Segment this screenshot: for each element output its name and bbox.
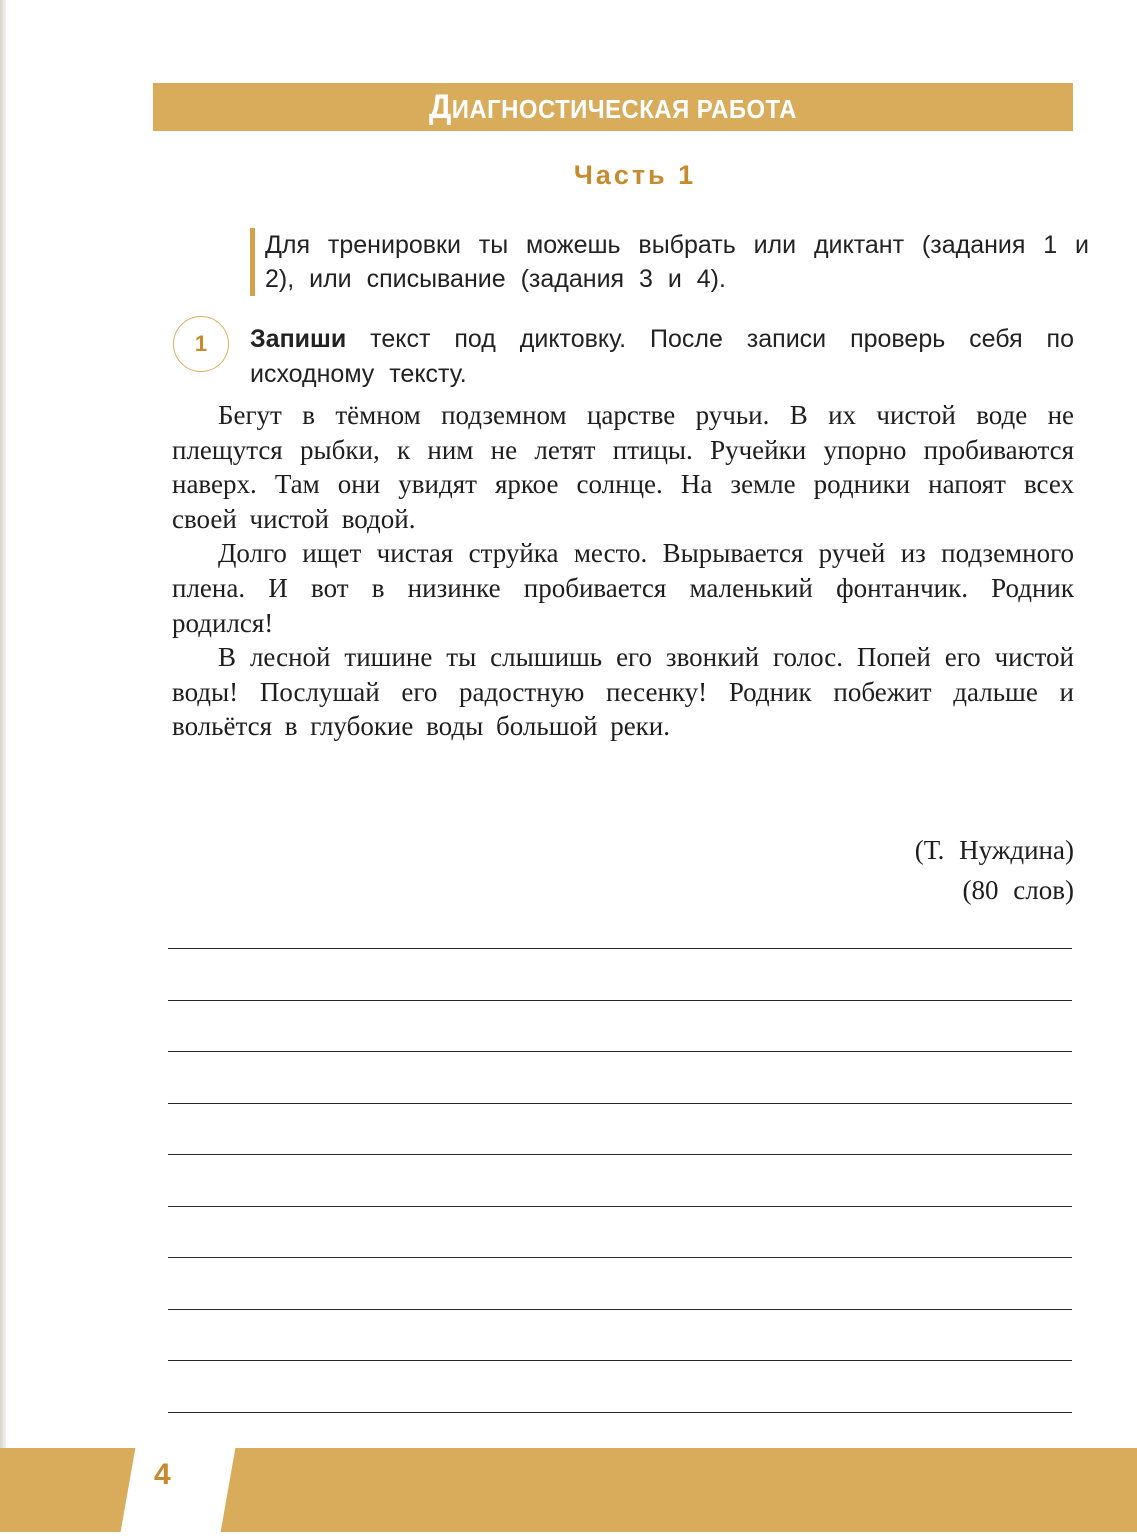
page-title <box>429 88 797 127</box>
writing-line[interactable] <box>168 1361 1072 1413</box>
dictation-paragraph: Долго ищет чистая струйка место. Вырывается ручей из подземного плена. И вот в низинке пробивается маленький фонтанчик. Родник родился! <box>172 538 1074 638</box>
writing-lines <box>168 948 1072 1464</box>
title-rest: ИАГНОСТИЧЕСКАЯ РАБОТА <box>451 93 797 124</box>
task-instruction <box>250 322 1074 392</box>
writing-line[interactable] <box>168 1207 1072 1259</box>
writing-line[interactable] <box>168 1104 1072 1156</box>
part-title: Часть 1 <box>573 160 697 190</box>
title-capital: Д <box>429 87 452 126</box>
word-count: (80 слов) <box>962 875 1074 905</box>
writing-line[interactable] <box>168 1310 1072 1362</box>
task-number-badge: 1 <box>173 316 229 372</box>
instruction-note: Для тренировки ты можешь выбрать или диктант (задания 1 и 2), или списывание (задания 3 и 4). <box>250 228 1089 296</box>
page-number: 4 <box>154 1458 171 1491</box>
dictation-paragraph: В лесной тишине ты слышишь его звонкий голос. Попей его чистой воды! Послушай его радостную песенку! Родник побежит дальше и вольётся в глубокие воды большой реки. <box>172 642 1074 742</box>
attribution <box>915 830 1074 910</box>
writing-line[interactable] <box>168 1155 1072 1207</box>
task-instruction-text: текст под диктовку. После записи проверь себя по исходному тексту. <box>250 325 1074 388</box>
task-bold-verb: Запиши <box>250 325 347 353</box>
footer-page-slot <box>119 1440 237 1540</box>
dictation-paragraph: Бегут в тёмном подземном царстве ручьи. В их чистой воде не плещутся рыбки, к ним не летят птицы. Ручейки упорно пробиваются наверх. Там они увидят яркое солнце. На земле родники напоят всех своей чистой водой. <box>172 400 1074 534</box>
dictation-text <box>172 398 1074 744</box>
writing-line[interactable] <box>168 1001 1072 1053</box>
header-bar <box>153 83 1073 131</box>
writing-line[interactable] <box>168 949 1072 1001</box>
writing-line[interactable] <box>168 1258 1072 1310</box>
page-edge <box>0 0 6 1532</box>
writing-line[interactable] <box>168 1052 1072 1104</box>
author: (Т. Нуждина) <box>914 835 1074 865</box>
